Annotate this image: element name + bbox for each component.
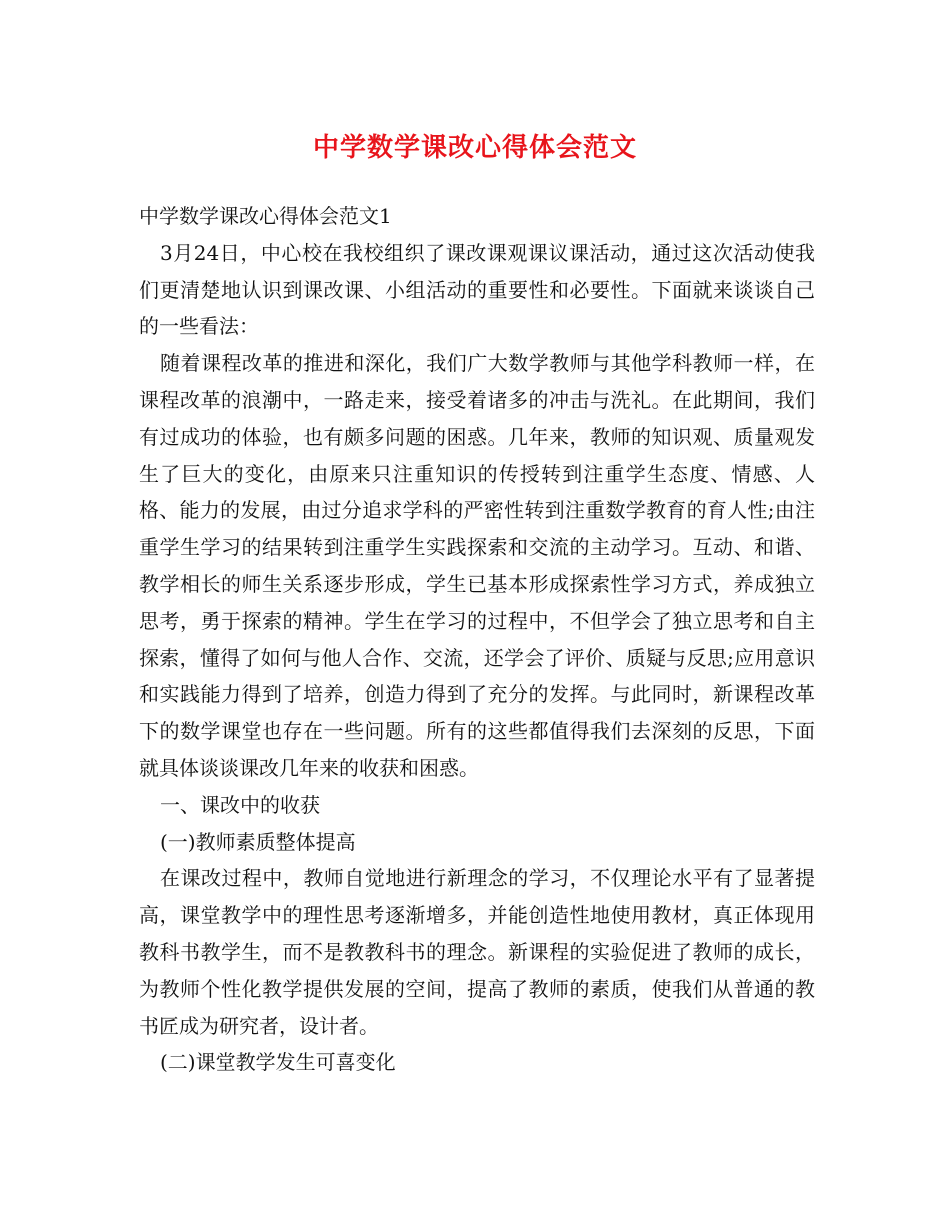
heading-teacher-quality: (一)教师素质整体提高	[160, 829, 356, 854]
document-title: 中学数学课改心得体会范文	[312, 133, 637, 163]
paragraph-reform: 随着课程改革的推进和深化，我们广大数学教师与其他学科教师一样，在课程改革的浪潮中，一路走来，接受着诸多的冲击与洗礼。在此期间，我们有过成功的体验，也有颇多问题的困惑。几年来，教师的知识观、质量观发生了巨大的变化，由原来只注重知识的传授转到注重学生态度、情感、人格、能力的发展，由过分追求学科的严密性转到注重数学教育的育人性;由注重学生学习的结果转到注重学生实践探索和交流的主动学习。互动、和谐、教学相长的师生关系逐步形成，学生已基本形成探索性学习方式，养成独立思考，勇于探索的精神。学生在学习的过程中，不但学会了独立思考和自主探索，懂得了如何与他人合作、交流，还学会了评价、质疑与反思;应用意识和实践能力得到了培养，创造力得到了充分的发挥。与此同时，新课程改革下的数学课堂也存在一些问题。所有的这些都值得我们去深刻的反思，下面就具体谈谈课改几年来的收获和困惑。	[139, 351, 815, 780]
document-body	[139, 198, 815, 1081]
heading-gains: 一、课改中的收获	[160, 792, 320, 817]
paragraph-intro: 3月24日，中心校在我校组织了课改课观课议课活动，通过这次活动使我们更清楚地认识到课改课、小组活动的重要性和必要性。下面就来谈谈自己的一些看法：	[139, 240, 815, 339]
section-heading: 中学数学课改心得体会范文1	[139, 204, 392, 228]
paragraph-teacher-quality: 在课改过程中，教师自觉地进行新理念的学习，不仅理论水平有了显著提高，课堂教学中的理性思考逐渐增多，并能创造性地使用教材，真正体现用教科书教学生，而不是教教科书的理念。新课程的实验促进了教师的成长，为教师个性化教学提供发展的空间，提高了教师的素质，使我们从普通的教书匠成为研究者，设计者。	[139, 866, 815, 1038]
heading-classroom-change: (二)课堂教学发生可喜变化	[160, 1050, 396, 1075]
